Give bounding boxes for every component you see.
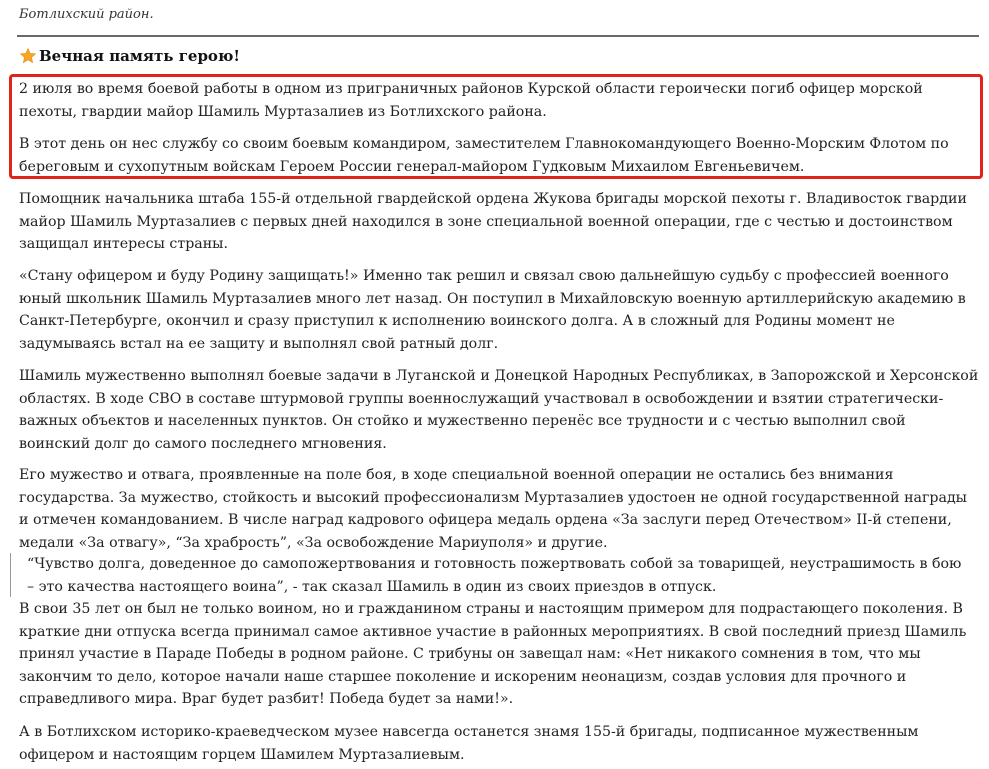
star-icon <box>19 47 37 65</box>
paragraph-5: Шамиль мужественно выполнял боевые задачи в Луганской и Донецкой Народных Республиках, в Запорожской и Херсонской областях. В ходе СВО в составе штурмовой группы военнослужащий участвовал в освобождении и взятии стратегически-важных объектов и населенных пунктов. Он стойко и мужественно перенёс все трудности и с честью выполнил свой воинский долг до самого последнего мгновения. <box>19 368 979 452</box>
paragraph-3: Помощник начальника штаба 155-й отдельной гвардейской ордена Жукова бригады морской пехоты г. Владивосток гвардии майор Шамиль Муртазалиев с первых дней находился в зоне специальной военной операции, где с честью и достоинством защищал интересы страны. <box>19 191 967 252</box>
quote-text: “Чувство долга, доведенное до самопожертвования и готовность пожертвовать собой за товарищей, неустрашимость в бою – это качества настоящего воина”, - так сказал Шамиль в один из своих приездов в отпуск. <box>27 556 962 595</box>
paragraph-1: 2 июля во время боевой работы в одном из приграничных районов Курской области героически погиб офицер морской пехоты, гвардии майор Шамиль Муртазалиев из Ботлихского района. <box>19 81 923 120</box>
article-title: Вечная память герою! <box>39 47 240 65</box>
district-caption: Ботлихский район. <box>19 7 154 22</box>
paragraph-6: Его мужество и отвага, проявленные на поле боя, в ходе специальной военной операции не остались без внимания государства. За мужество, стойкость и высокий профессионализм Муртазалиев удостоен не одной государственной награды и отмечен командованием. В числе наград кадрового офицера медаль ордена «За заслуги перед Отечеством» II-й степени, медали «За отвагу», “За храбрость”, «За освобождение Мариуполя» и другие. <box>19 467 967 551</box>
divider <box>17 35 979 37</box>
article-heading <box>19 47 240 65</box>
paragraph-4: «Стану офицером и буду Родину защищать!» Именно так решил и связал свою дальнейшую судьбу с профессией военного юный школьник Шамиль Муртазалиев много лет назад. Он поступил в Михайловскую военную артиллерийскую академию в Санкт-Петербурге, окончил и сразу приступил к исполнению воинского долга. А в сложный для Родины момент не задумываясь встал на ее защиту и выполнял свой ратный долг. <box>19 268 966 352</box>
blockquote <box>10 553 980 597</box>
paragraph-8: А в Ботлихском историко-краеведческом музее навсегда останется знамя 155-й бригады, подписанное мужественным офицером и настоящим горцем Шамилем Муртазалиевым. <box>19 724 919 763</box>
paragraph-2: В этот день он нес службу со своим боевым командиром, заместителем Главнокомандующего Военно-Морским Флотом по береговым и сухопутным войскам Героем России генерал-майором Гудковым Михаилом Евгеньевичем. <box>19 136 949 175</box>
paragraph-7: В свои 35 лет он был не только воином, но и гражданином страны и настоящим примером для подрастающего поколения. В краткие дни отпуска всегда принимал самое активное участие в районных мероприятиях. В свой последний приезд Шамиль принял участие в Параде Победы в родном районе. С трибуны он завещал нам: «Нет никакого сомнения в том, что мы закончим то дело, которое начали наше старшее поколение и искореним неонацизм, создав условия для прочного и справедливого мира. Враг будет разбит! Победа будет за нами!». <box>19 601 967 707</box>
